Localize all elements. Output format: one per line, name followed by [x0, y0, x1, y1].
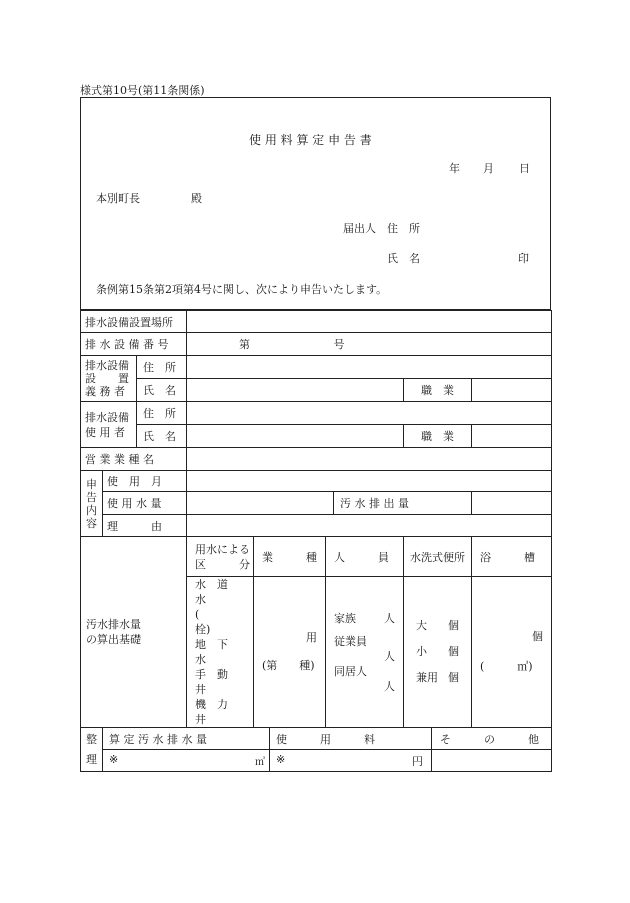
- seal-mark: 印: [518, 252, 529, 265]
- source-groundwater: 地 下 水: [195, 638, 239, 666]
- reason-value[interactable]: [187, 515, 552, 537]
- user-address-label: 住 所: [137, 402, 187, 425]
- admin-label: 整 理: [81, 728, 103, 772]
- user-occupation-value[interactable]: [472, 425, 552, 448]
- sewage-volume-value[interactable]: [472, 492, 552, 515]
- addressee-honorific: 殿: [191, 192, 202, 205]
- toilet-large-label: 大: [416, 619, 427, 632]
- user-name-value[interactable]: [187, 425, 404, 448]
- people-cell[interactable]: 家族 人 従業員 人 同居人 人: [326, 577, 404, 728]
- declaration-table: [80, 310, 552, 772]
- toilet-small-label: 小: [416, 645, 427, 658]
- bath-count-unit: 個: [532, 630, 544, 643]
- employee-label: 従業員: [334, 634, 367, 648]
- location-value[interactable]: [187, 311, 552, 333]
- sewage-volume-label: 汚 水 排 出 量: [334, 492, 472, 515]
- applicant-name-label: 氏 名: [387, 252, 420, 265]
- location-label: 排水設備設置場所: [81, 311, 187, 333]
- calc-volume-label: 算 定 汚 水 排 水 量: [103, 728, 270, 750]
- lodger-label: 同居人: [334, 664, 367, 678]
- facility-number-label: 排 水 設 備 番 号: [81, 333, 187, 356]
- business-type-label: 営 業 業 種 名: [81, 448, 187, 471]
- bath-volume-unit: ( ㎥): [480, 660, 533, 673]
- facility-number-value[interactable]: [187, 333, 552, 356]
- document-title: 使 用 料 算 定 申 告 書: [249, 133, 372, 147]
- water-volume-label: 使 用 水 量: [103, 492, 187, 515]
- other-label: そ の 他: [432, 728, 552, 750]
- basis-section-label: 汚水排水量 の算出基礎: [81, 537, 187, 728]
- bath-cell[interactable]: [472, 577, 552, 728]
- water-source-list: [187, 577, 254, 728]
- user-address-value[interactable]: [187, 402, 552, 425]
- obligor-address-label: 住 所: [137, 356, 187, 379]
- business-use-unit: 用: [306, 631, 317, 644]
- obligor-name-value[interactable]: [187, 379, 404, 402]
- yen-unit: 円: [412, 754, 423, 768]
- obligor-name-label: 氏 名: [137, 379, 187, 402]
- user-occupation-label: 職 業: [404, 425, 472, 448]
- report-contents-label: 申 告 内 容: [81, 471, 103, 537]
- date-day: 日: [519, 162, 530, 175]
- date-year: 年: [449, 162, 460, 175]
- business-type-value[interactable]: [187, 448, 552, 471]
- obligor-address-value[interactable]: [187, 356, 552, 379]
- source-tap-count: ( 栓): [195, 608, 233, 636]
- obligor-label: 排水設備 設 置 義 務 者: [81, 356, 137, 402]
- statement-text: 条例第15条第2項第4号に関し、次により申告いたします。: [96, 283, 388, 296]
- user-name-label: 氏 名: [137, 425, 187, 448]
- addressee-name: 本別町長: [96, 192, 140, 205]
- application-header-box: [80, 97, 551, 310]
- number-prefix: 第: [239, 338, 250, 351]
- other-value[interactable]: [432, 750, 552, 772]
- number-suffix: 号: [333, 338, 345, 351]
- family-label: 家族: [334, 611, 356, 625]
- applicant-label: 届出人: [343, 222, 376, 235]
- source-tap-water: 水 道 水: [195, 578, 239, 606]
- obligor-occupation-label: 職 業: [404, 379, 472, 402]
- people-header: 人 員: [326, 537, 404, 577]
- toilet-combined-label: 兼用: [416, 671, 438, 684]
- bath-header: 浴 槽: [472, 537, 552, 577]
- source-hand-well: 手 動 井: [195, 668, 239, 696]
- note-mark: ※: [109, 753, 119, 766]
- note-mark: ※: [276, 752, 286, 766]
- business-header: 業 種: [254, 537, 326, 577]
- business-kind: (第 種): [262, 659, 315, 672]
- date-month: 月: [483, 162, 494, 175]
- obligor-occupation-value[interactable]: [472, 379, 552, 402]
- calc-volume-value[interactable]: [103, 750, 270, 772]
- user-label: 排水設備 使 用 者: [81, 402, 137, 448]
- use-month-label: 使 用 月: [103, 471, 187, 492]
- usage-fee-label: 使 用 料: [270, 728, 432, 750]
- toilet-cell[interactable]: 大 個 小 個 兼用 個: [404, 577, 472, 728]
- form-number-label: 様式第10号(第11条関係): [80, 84, 205, 97]
- source-power-well: 機 力 井: [195, 698, 239, 726]
- cubic-meter-unit: ㎥: [255, 757, 265, 768]
- toilet-header: 水洗式便所: [404, 537, 472, 577]
- business-use-cell[interactable]: [254, 577, 326, 728]
- water-source-header: 用水による 区 分: [187, 537, 254, 577]
- applicant-address-label: 住 所: [387, 222, 420, 235]
- usage-fee-value[interactable]: [270, 750, 432, 772]
- use-month-value[interactable]: [187, 471, 552, 492]
- water-volume-value[interactable]: [187, 492, 334, 515]
- reason-label: 理 由: [103, 515, 187, 537]
